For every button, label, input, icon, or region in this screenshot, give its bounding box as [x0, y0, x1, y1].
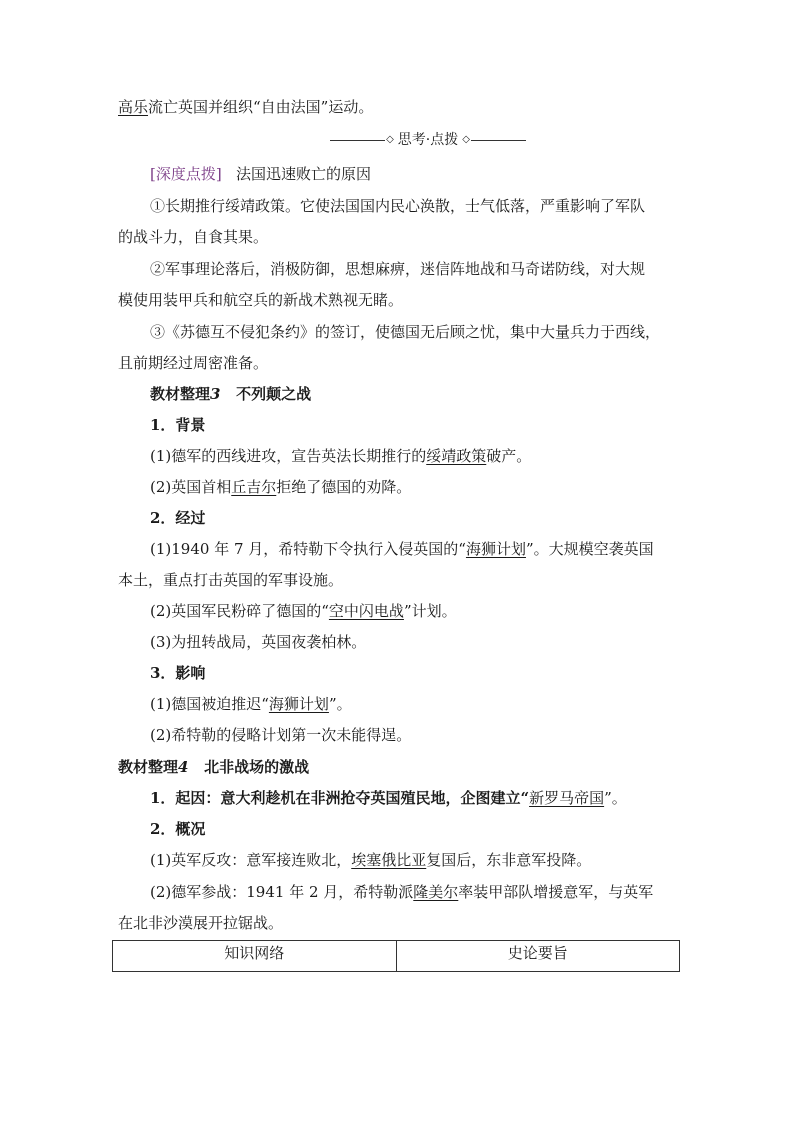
diamond-icon: ◇ — [386, 134, 394, 145]
deep-point-3: ③《苏德互不侵犯条约》的签订，使德国无后顾之忧，集中大量兵力于西线， — [150, 323, 661, 341]
underlined-term: 埃塞俄比亚 — [351, 851, 427, 869]
deep-point-1: ①长期推行绥靖政策。它使法国国内民心涣散，士气低落，严重影响了军队 — [150, 197, 646, 215]
list-item-cont: 在北非沙漠展开拉锯战。 — [118, 914, 284, 932]
underlined-term: 高乐 — [118, 98, 149, 116]
divider-rule-left — [330, 140, 385, 141]
diamond-icon: ◇ — [462, 134, 470, 145]
table-header-historical-essentials: 史论要旨 — [396, 941, 680, 971]
deep-heading — [150, 164, 720, 184]
list-item: (2)英国首相丘吉尔拒绝了德国的劝降。 — [150, 478, 412, 496]
summary-table — [112, 940, 680, 972]
underlined-term: 海狮计划 — [268, 695, 329, 713]
subheading-background: 1．背景 — [150, 416, 206, 434]
section-4-title: 北非战场的激战 — [204, 758, 310, 776]
list-item: (3)为扭转战局，英国夜袭柏林。 — [150, 633, 367, 651]
section-divider — [330, 130, 526, 150]
deep-tag: [深度点拨] — [150, 165, 222, 183]
underlined-term: 新罗马帝国 — [529, 789, 605, 807]
subheading-process: 2．经过 — [150, 509, 206, 527]
paragraph-top: 高乐流亡英国并组织“自由法国”运动。 — [118, 98, 374, 116]
table-header-knowledge-network: 知识网络 — [224, 944, 285, 962]
section-3-title: 不列颠之战 — [236, 385, 312, 403]
list-item-cont: 本土，重点打击英国的军事设施。 — [118, 571, 344, 589]
subheading-overview: 2．概况 — [150, 820, 206, 838]
list-item: (2)德军参战：1941 年 2 月，希特勒派隆美尔率装甲部队增援意军，与英军 — [150, 883, 654, 901]
section-4-heading: 教材整理4 北非战场的激战 — [118, 758, 310, 776]
divider-rule-right — [471, 140, 526, 141]
deep-title: 法国迅速败亡的原因 — [236, 165, 372, 183]
list-item: (1)1940 年 7 月，希特勒下令执行入侵英国的“海狮计划”。大规模空袭英国 — [150, 540, 654, 558]
list-item: (1)德军的西线进攻，宣告英法长期推行的绥靖政策破产。 — [150, 447, 532, 465]
list-item: (1)德国被迫推迟“海狮计划”。 — [150, 695, 352, 713]
underlined-term: 丘吉尔 — [231, 478, 277, 496]
list-item: (2)英国军民粉碎了德国的“空中闪电战”计划。 — [150, 602, 457, 620]
divider-title: 思考·点拨 — [397, 132, 459, 148]
deep-point-3-cont: 且前期经过周密准备。 — [118, 354, 269, 372]
section-3-heading: 教材整理3 不列颠之战 — [150, 385, 312, 403]
list-item: (1)英军反攻：意军接连败北，埃塞俄比亚复国后，东非意军投降。 — [150, 851, 592, 869]
underlined-term: 海狮计划 — [465, 540, 526, 558]
deep-point-1-cont: 的战斗力，自食其果。 — [118, 228, 269, 246]
subheading-cause: 1．起因：意大利趁机在非洲抢夺英国殖民地，企图建立“新罗马帝国”。 — [150, 789, 627, 807]
underlined-term: 绥靖政策 — [426, 447, 487, 465]
deep-point-2-cont: 模使用装甲兵和航空兵的新战术熟视无睹。 — [118, 291, 404, 309]
underlined-term: 隆美尔 — [413, 883, 459, 901]
underlined-term: 空中闪电战 — [328, 602, 404, 620]
list-item: (2)希特勒的侵略计划第一次未能得逞。 — [150, 726, 412, 744]
subheading-impact: 3．影响 — [150, 664, 206, 682]
deep-point-2: ②军事理论落后，消极防御，思想麻痹，迷信阵地战和马奇诺防线，对大规 — [150, 260, 646, 278]
